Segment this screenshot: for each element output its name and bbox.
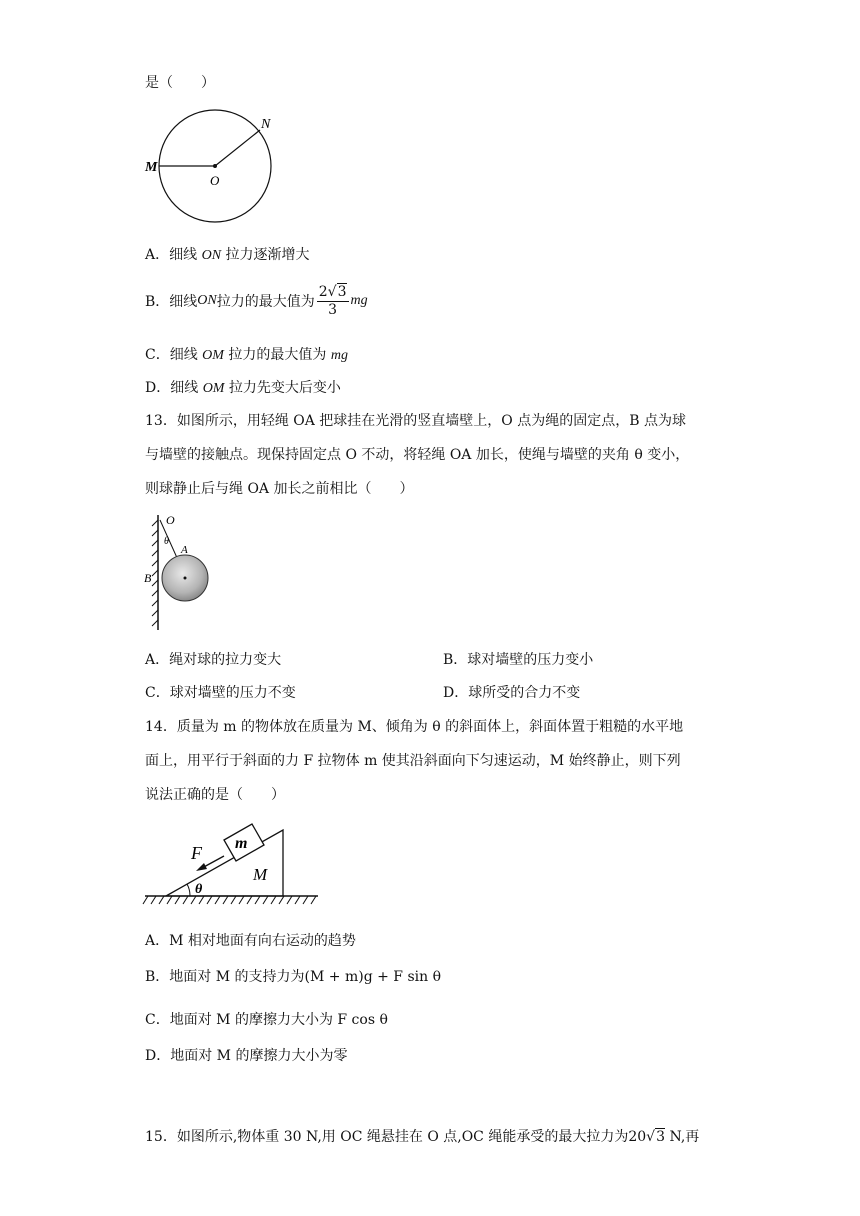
q13-wall-ball-figure (140, 510, 230, 635)
label-m: m (235, 835, 248, 852)
q13-stem-line-3: 则球静止后与绳 OA 加长之前相比（ ） (145, 481, 414, 497)
label-o: O (210, 173, 220, 188)
q14-option-c[interactable]: C．地面对 M 的摩擦力大小为 F cos θ (145, 1012, 388, 1028)
q13-option-a[interactable]: A．绳对球的拉力变大 (145, 652, 282, 668)
question-stem-tail: 是（ ） (145, 75, 215, 91)
label-theta: θ (195, 882, 203, 897)
q14-option-b[interactable]: B．地面对 M 的支持力为(M + m)g + F sin θ (145, 969, 442, 985)
thread-on (215, 130, 260, 166)
label-big-m: M (253, 865, 268, 884)
label-n: N (261, 117, 271, 132)
wall-hatch (152, 520, 158, 626)
q14-stem-line-3: 说法正确的是（ ） (145, 787, 285, 803)
q13-option-c[interactable]: C．球对墙壁的压力不变 (145, 685, 296, 701)
q13-option-d[interactable]: D．球所受的合力不变 (443, 685, 581, 701)
label-a: A (181, 544, 188, 556)
label-f: F (191, 843, 202, 863)
center-dot (213, 164, 217, 168)
q14-stem-line-2: 面上，用平行于斜面的力 F 拉物体 m 使其沿斜面向下匀速运动，M 始终静止，则下列 (145, 753, 681, 769)
q12-option-b[interactable]: B． 细线 ON 拉力的最大值为 $\frac{2√3}{3}$ mg (145, 283, 368, 318)
q14-option-a[interactable]: A．M 相对地面有向右运动的趋势 (145, 933, 356, 949)
ground-hatch (143, 896, 316, 904)
force-f-arrowhead (196, 863, 207, 871)
q13-option-b[interactable]: B．球对墙壁的压力变小 (443, 652, 594, 668)
label-m: M (145, 160, 158, 175)
label-b: B (144, 571, 152, 585)
q14-option-d[interactable]: D．地面对 M 的摩擦力大小为零 (145, 1048, 348, 1064)
q12-option-a[interactable]: A．细线 ON 拉力逐渐增大 (145, 247, 310, 263)
fraction-2sqrt3-over-3: $\frac{2√3}{3}$ (318, 283, 347, 318)
ball-center (184, 577, 187, 580)
q14-stem-line-1: 14．质量为 m 的物体放在质量为 M、倾角为 θ 的斜面体上，斜面体置于粗糙的水平地 (145, 719, 684, 735)
q13-stem-line-1: 13．如图所示，用轻绳 OA 把球挂在光滑的竖直墙壁上，O 点为绳的固定点，B 点为球 (145, 413, 686, 429)
theta-arc (187, 884, 190, 896)
label-o: O (166, 513, 175, 527)
q15-stem-line-1: 15．如图所示,物体重 30 N,用 OC 绳悬挂在 O 点,OC 绳能承受的最大拉力为20√3 N,再 (145, 1129, 700, 1145)
q14-incline-figure (140, 818, 325, 913)
label-theta: θ (164, 536, 169, 547)
q12-option-c[interactable]: C．细线 OM 拉力的最大值为 mg (145, 347, 348, 363)
q13-stem-line-2: 与墙壁的接触点。现保持固定点 O 不动，将轻绳 OA 加长，使绳与墙壁的夹角 θ 变小， (145, 447, 690, 463)
radical-20sqrt3: 20√3 (628, 1129, 666, 1145)
q12-option-d[interactable]: D．细线 OM 拉力先变大后变小 (145, 380, 341, 396)
q12-circle-figure (140, 108, 290, 228)
